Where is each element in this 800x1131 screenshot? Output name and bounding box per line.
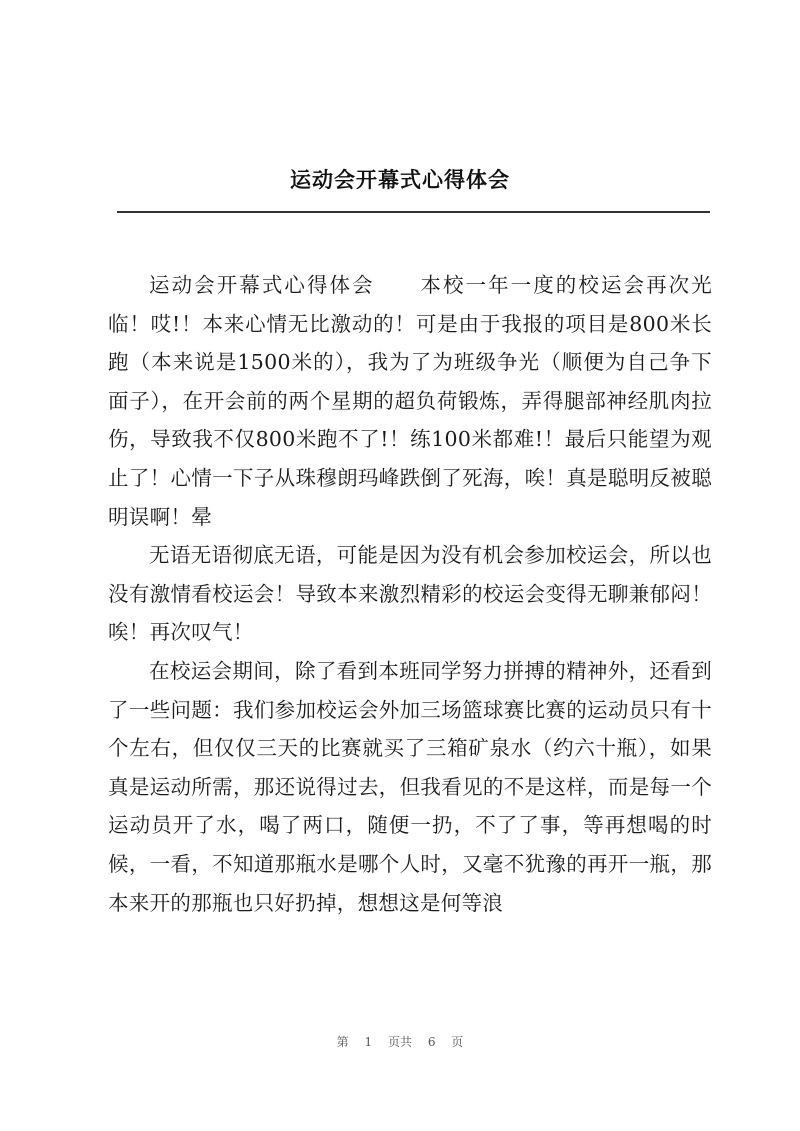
paragraph-text: 本校一年一度的校运会再次光临！哎!！本来心情无比激动的！可是由于我报的项目是800米长跑（本来说是1500米的），我为了为班级争光（顺便为自己争下面子），在开会前的两个星期的超负荷锻炼，弄得腿部神经肌肉拉伤，导致我不仅800米跑不了!！练100米都难!！最后只能望为观止了！心情一下子从珠穆朗玛峰跌倒了死海，唉！真是聪明反被聪明误啊！晕 — [108, 273, 712, 529]
paragraph-2 — [108, 536, 712, 652]
paragraph-3 — [108, 652, 712, 922]
footer-total-pages: 6 — [427, 1035, 436, 1049]
paragraph-text: 无语无语彻底无语，可能是因为没有机会参加校运会，所以也没有激情看校运会！导致本来激烈精彩的校运会变得无聊兼郁闷！唉！再次叹气！ — [108, 543, 712, 645]
footer-page-sep: 页共 — [387, 1035, 412, 1049]
page-footer — [0, 1033, 800, 1050]
paragraph-lead: 运动会开幕式心得体会 — [149, 273, 375, 297]
footer-page-number: 1 — [364, 1035, 373, 1049]
paragraph-1 — [108, 266, 712, 536]
title-divider — [117, 211, 710, 213]
paragraph-text: 在校运会期间，除了看到本班同学努力拼搏的精神外，还看到了一些问题：我们参加校运会外加三场篮球赛比赛的运动员只有十个左右，但仅仅三天的比赛就买了三箱矿泉水（约六十瓶），如果真是运动所需，那还说得过去，但我看见的不是这样，而是每一个运动员开了水，喝了两口，随便一扔，不了了事，等再想喝的时候，一看，不知道那瓶水是哪个人时，又毫不犹豫的再开一瓶，那本来开的那瓶也只好扔掉，想想这是何等浪 — [108, 658, 712, 915]
footer-page-suffix: 页 — [451, 1035, 464, 1049]
document-body — [108, 266, 712, 922]
document-title: 运动会开幕式心得体会 — [290, 167, 510, 192]
footer-page-label: 第 — [336, 1035, 349, 1049]
